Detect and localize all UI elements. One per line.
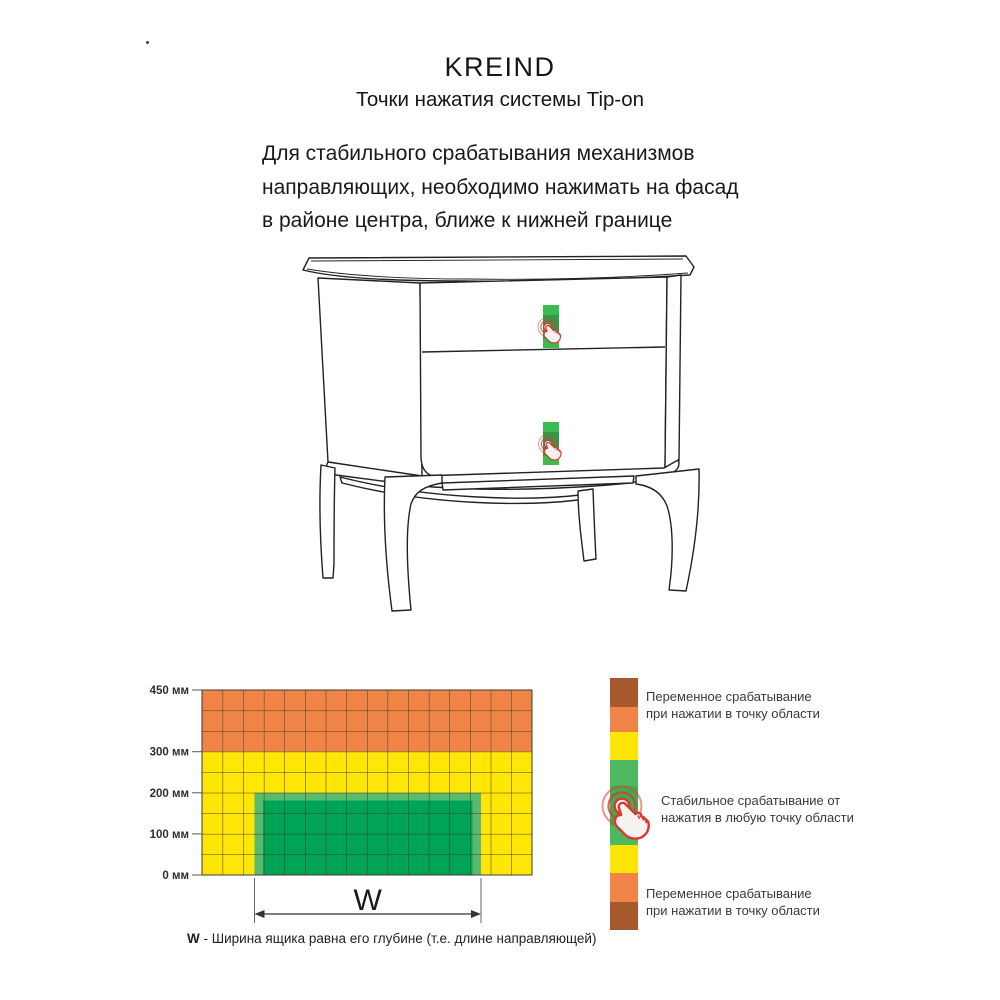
grid-lines: [202, 690, 532, 875]
w-dimension: [255, 878, 482, 923]
y-axis-labels: [150, 685, 189, 882]
chart-caption: [187, 931, 596, 946]
description-paragraph: [262, 137, 739, 238]
stray-mark: [146, 41, 149, 44]
legend-seg-yellow-top: [610, 732, 638, 760]
leg-back-left: [320, 465, 335, 578]
arrow-left-icon: [255, 910, 265, 918]
right-edge: [665, 275, 681, 469]
legend-seg-orange-top: [610, 707, 638, 732]
description-line: Для стабильного срабатывания механизмов: [262, 142, 695, 165]
legend-line: Переменное срабатывание: [646, 689, 812, 704]
y-axis-label: 300 мм: [149, 746, 189, 759]
legend-line: при нажатии в точку области: [646, 902, 820, 918]
leg-front-right: [636, 469, 699, 591]
w-dimension-label: W: [353, 884, 382, 917]
legend-seg-orange-bottom: [610, 873, 638, 902]
legend-item-stable: [661, 793, 854, 826]
legend-seg-brown-bottom: [610, 902, 638, 930]
leg-back-right: [578, 489, 596, 561]
legend-line: Стабильное срабатывание от: [661, 793, 841, 808]
nightstand-body: [303, 256, 699, 611]
side-panel: [318, 278, 422, 477]
brand-title: KREIND: [444, 52, 556, 82]
description-line: направляющих, необходимо нажимать на фасад: [262, 175, 739, 199]
press-zone-chart: [140, 670, 600, 970]
description-line: в районе центра, ближе к нижней границе: [262, 209, 673, 232]
caption-text: - Ширина ящика равна его глубине (т.е. длине направляющей): [199, 931, 597, 946]
legend-line: нажатия в любую точку области: [661, 809, 854, 825]
legend-item-variable-bottom: [646, 886, 820, 919]
y-axis-label: 450 мм: [149, 685, 189, 697]
arrow-right-icon: [471, 910, 481, 918]
legend-seg-brown-top: [610, 678, 638, 707]
caption-w: W: [187, 931, 200, 946]
y-axis-label: 200 мм: [149, 787, 189, 800]
page-subtitle: Точки нажатия системы Tip-on: [355, 88, 645, 111]
legend-item-variable-top: [646, 689, 820, 722]
y-axis-label: 0 мм: [162, 870, 189, 882]
nightstand-drawing: [290, 248, 710, 623]
y-axis-label: 100 мм: [149, 828, 189, 841]
legend-line: Переменное срабатывание: [646, 886, 812, 901]
legend-line: при нажатии в точку области: [646, 705, 820, 721]
y-axis-ticks: [192, 690, 202, 875]
